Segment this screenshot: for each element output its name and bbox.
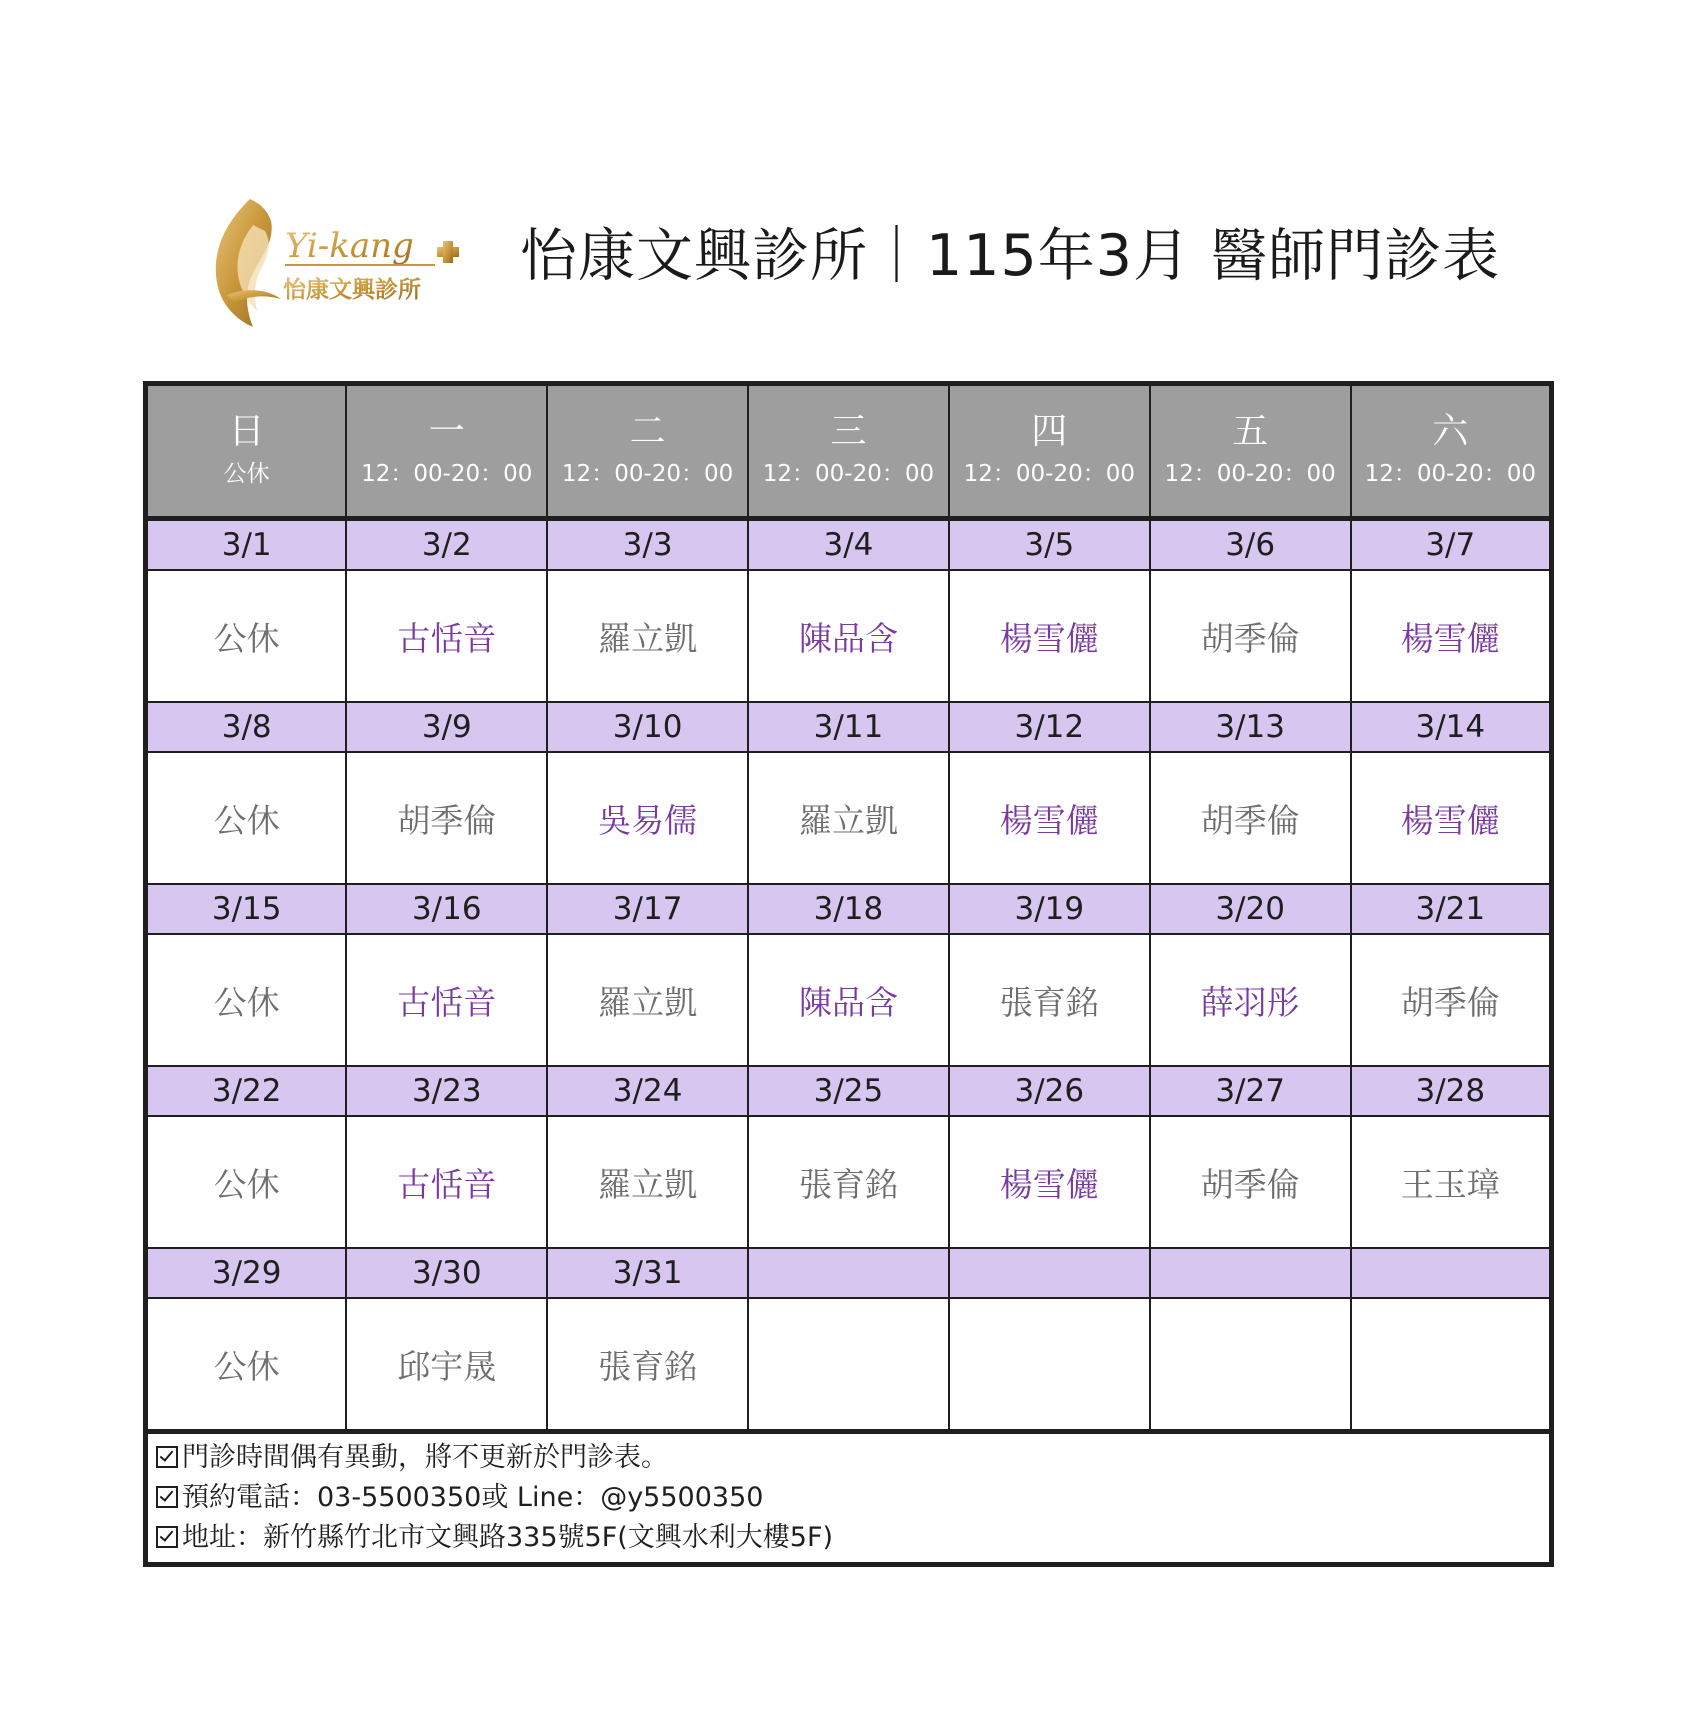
clinic-hours-label: 公休	[223, 461, 270, 487]
date-cell: 3/5	[949, 519, 1150, 571]
doctor-cell	[1150, 1298, 1351, 1432]
date-cell: 3/6	[1150, 519, 1351, 571]
doctor-row	[146, 570, 1552, 702]
doctor-cell: 胡季倫	[1150, 570, 1351, 702]
clinic-hours-label: 12：00-20：00	[561, 461, 734, 487]
doctor-cell: 公休	[146, 570, 347, 702]
doctor-cell: 胡季倫	[1150, 1116, 1351, 1248]
doctor-cell: 公休	[146, 934, 347, 1066]
date-row	[146, 1066, 1552, 1116]
date-cell: 3/13	[1150, 702, 1351, 752]
doctor-row	[146, 1298, 1552, 1432]
doctor-cell: 楊雪儷	[949, 752, 1150, 884]
schedule-table	[143, 381, 1554, 1567]
doctor-row	[146, 934, 1552, 1066]
clinic-hours-label: 12：00-20：00	[963, 461, 1135, 487]
date-cell: 3/25	[748, 1066, 949, 1116]
date-cell: 3/2	[346, 519, 547, 571]
weekday-label: 四	[1031, 411, 1068, 452]
date-cell: 3/11	[748, 702, 949, 752]
date-cell	[949, 1248, 1150, 1298]
weekday-header-cell	[547, 384, 748, 519]
doctor-cell	[949, 1298, 1150, 1432]
weekday-header-cell	[1150, 384, 1351, 519]
doctor-row	[146, 1116, 1552, 1248]
date-cell: 3/21	[1351, 884, 1552, 934]
doctor-cell: 羅立凱	[547, 1116, 748, 1248]
doctor-cell	[1351, 1298, 1552, 1432]
doctor-cell: 羅立凱	[547, 570, 748, 702]
note-line	[156, 1478, 1541, 1518]
clinic-hours-label: 12：00-20：00	[361, 461, 533, 487]
date-cell: 3/27	[1150, 1066, 1351, 1116]
date-cell: 3/1	[146, 519, 347, 571]
date-cell: 3/28	[1351, 1066, 1552, 1116]
date-cell: 3/29	[146, 1248, 347, 1298]
note-text: 門診時間偶有異動，將不更新於門診表。	[182, 1442, 668, 1473]
doctor-row	[146, 752, 1552, 884]
notes-cell	[146, 1432, 1552, 1565]
date-row	[146, 702, 1552, 752]
date-cell: 3/8	[146, 702, 347, 752]
doctor-cell: 胡季倫	[1351, 934, 1552, 1066]
date-cell	[1351, 1248, 1552, 1298]
weekday-header-cell	[748, 384, 949, 519]
date-cell: 3/23	[346, 1066, 547, 1116]
doctor-cell	[748, 1298, 949, 1432]
checkbox-checked-icon	[156, 1486, 178, 1508]
checkbox-checked-icon	[156, 1446, 178, 1468]
doctor-cell: 楊雪儷	[949, 570, 1150, 702]
leaf-logo-icon	[205, 195, 475, 330]
doctor-cell: 吳易儒	[547, 752, 748, 884]
doctor-cell: 楊雪儷	[949, 1116, 1150, 1248]
doctor-cell: 楊雪儷	[1351, 570, 1552, 702]
date-cell: 3/3	[547, 519, 748, 571]
doctor-cell: 羅立凱	[748, 752, 949, 884]
weekday-label: 三	[830, 411, 867, 452]
doctor-cell: 公休	[146, 752, 347, 884]
note-line	[156, 1518, 1541, 1558]
date-row	[146, 519, 1552, 571]
doctor-cell: 公休	[146, 1116, 347, 1248]
weekday-label: 一	[428, 411, 465, 452]
weekday-label: 六	[1432, 411, 1469, 452]
date-cell: 3/15	[146, 884, 347, 934]
doctor-cell: 邱宇晟	[346, 1298, 547, 1432]
doctor-cell: 胡季倫	[346, 752, 547, 884]
date-cell: 3/30	[346, 1248, 547, 1298]
date-cell: 3/12	[949, 702, 1150, 752]
note-text: 預約電話：03-5500350或 Line：@y5500350	[182, 1482, 764, 1513]
notes-row	[146, 1432, 1552, 1565]
date-cell: 3/17	[547, 884, 748, 934]
date-cell	[748, 1248, 949, 1298]
weekday-header-cell	[146, 384, 347, 519]
clinic-hours-label: 12：00-20：00	[762, 461, 935, 487]
doctor-cell: 古恬音	[346, 570, 547, 702]
date-row	[146, 1248, 1552, 1298]
date-cell: 3/24	[547, 1066, 748, 1116]
date-row	[146, 884, 1552, 934]
doctor-cell: 陳品含	[748, 934, 949, 1066]
weekday-header-cell	[1351, 384, 1552, 519]
doctor-cell: 張育銘	[949, 934, 1150, 1066]
weekday-label: 日	[228, 411, 265, 452]
date-cell: 3/9	[346, 702, 547, 752]
date-cell: 3/22	[146, 1066, 347, 1116]
doctor-cell: 羅立凱	[547, 934, 748, 1066]
date-cell: 3/7	[1351, 519, 1552, 571]
doctor-cell: 陳品含	[748, 570, 949, 702]
weekday-header-cell	[346, 384, 547, 519]
weekday-label: 五	[1232, 411, 1269, 452]
date-cell: 3/4	[748, 519, 949, 571]
note-text: 地址：新竹縣竹北市文興路335號5F(文興水利大樓5F)	[182, 1522, 834, 1553]
weekday-header-cell	[949, 384, 1150, 519]
date-cell: 3/26	[949, 1066, 1150, 1116]
doctor-cell: 胡季倫	[1150, 752, 1351, 884]
weekday-label: 二	[629, 411, 666, 452]
doctor-cell: 張育銘	[547, 1298, 748, 1432]
checkbox-checked-icon	[156, 1526, 178, 1548]
date-cell: 3/18	[748, 884, 949, 934]
date-cell	[1150, 1248, 1351, 1298]
date-cell: 3/20	[1150, 884, 1351, 934]
date-cell: 3/16	[346, 884, 547, 934]
doctor-cell: 古恬音	[346, 934, 547, 1066]
date-cell: 3/31	[547, 1248, 748, 1298]
weekday-header-row	[146, 384, 1552, 519]
clinic-hours-label: 12：00-20：00	[1164, 461, 1336, 487]
date-cell: 3/14	[1351, 702, 1552, 752]
page-title: 怡康文興診所｜115年3月 醫師門診表	[520, 223, 1501, 289]
date-cell: 3/19	[949, 884, 1150, 934]
logo-name-text: 怡康文興診所	[283, 277, 421, 303]
clinic-logo	[205, 195, 475, 330]
note-line	[156, 1438, 1541, 1478]
logo-script-text: Yi-kang	[285, 226, 414, 266]
doctor-cell: 王玉璋	[1351, 1116, 1552, 1248]
doctor-cell: 公休	[146, 1298, 347, 1432]
doctor-cell: 薛羽彤	[1150, 934, 1351, 1066]
doctor-cell: 張育銘	[748, 1116, 949, 1248]
doctor-cell: 楊雪儷	[1351, 752, 1552, 884]
clinic-hours-label: 12：00-20：00	[1364, 461, 1536, 487]
date-cell: 3/10	[547, 702, 748, 752]
doctor-cell: 古恬音	[346, 1116, 547, 1248]
